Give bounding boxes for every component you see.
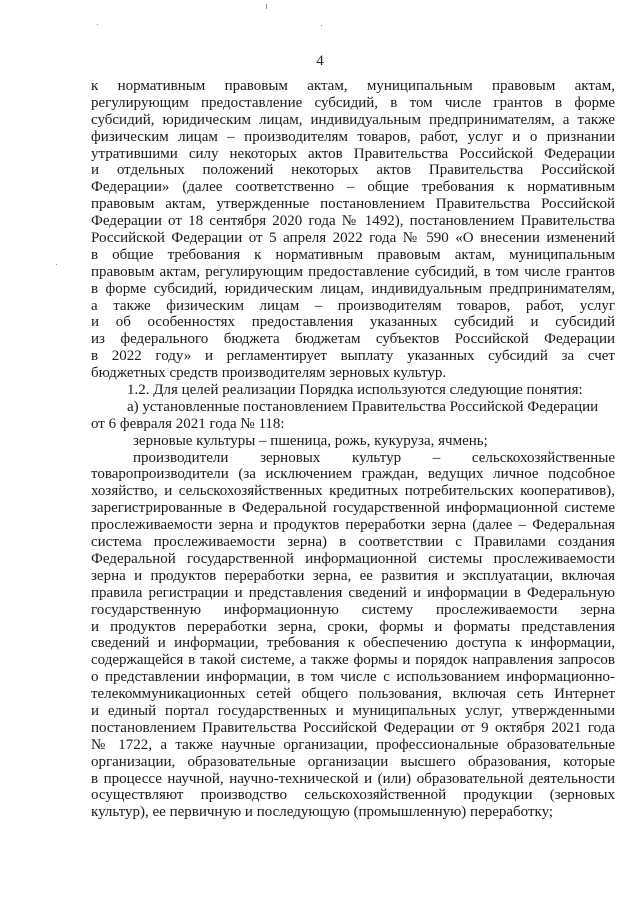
text-line: хозяйство, и сельскохозяйственных кредитных потребительских кооперативов), [91,483,615,500]
text-line: осуществляют производство сельскохозяйственной продукции (зерновых [91,787,615,804]
text-line: физическим лицам – производителям товаров, работ, услуг и о признании [91,128,615,145]
text-line: к нормативным правовым актам, муниципальным правовым актам, [91,78,615,94]
text-line: и продуктов переработки зерна, сроки, формы и форматы представления [91,618,615,635]
text-line: регулирующим предоставление субсидий, в том числе грантов в форме [91,94,615,111]
text-line: а также физическим лицам – производителям товаров, работ, услуг [91,297,615,314]
text-line: из федерального бюджета бюджетам субъектов Российской Федерации [91,331,615,348]
text-line: в процессе научной, научно-технической и (или) образовательной деятельности [91,770,615,787]
text-line: в 2022 году» и регламентирует выплату указанных субсидий за счет [91,348,615,365]
scan-speck [56,264,57,265]
scan-speck [266,4,267,9]
text-line: содержащейся в такой системе, а также формы и порядок направления запросов [91,652,615,669]
text-line: Российской Федерации от 5 апреля 2022 года № 590 «О внесении изменений [91,230,615,247]
text-line: прослеживаемости зерна и продуктов переработки зерна (далее – Федеральная [91,517,615,534]
text-line: и единый портал государственных и муниципальных услуг, утвержденными [91,702,615,719]
text-line: зерна и продуктов переработки зерна, ее развития и эксплуатации, включая [91,567,615,584]
text-line: бюджетных средств производителям зерновых культур. [91,365,447,382]
text-line: сведений и информации, требования к обеспечению доступа к информации, [91,635,615,652]
text-line: Федерации» (далее соответственно – общие требования к нормативным [91,179,615,196]
text-line: система прослеживаемости зерна) в соответствии с Правилами создания [91,534,615,551]
text-line: о представлении информации, в том числе с использованием информационно- [91,669,615,686]
text-line: правовым актам, регулирующим предоставление субсидий, в том числе грантов [91,263,615,280]
text-line: Федеральной государственной информационной системы прослеживаемости [91,550,615,567]
body-text [91,78,615,821]
text-line: культур), ее первичную и последующую (промышленную) переработку; [91,804,554,821]
text-line: организации, образовательные организации высшего образования, которые [91,753,615,770]
page-number: 4 [316,53,324,69]
text-line: в форме субсидий, юридическим лицам, индивидуальным предпринимателям, [91,280,615,297]
text-line: государственную информационную систему прослеживаемости зерна [91,601,615,618]
scan-speck [97,24,98,25]
text-line: субсидий, юридическим лицам, индивидуальным предпринимателям, а также [91,111,615,128]
text-line: утратившими силу некоторых актов Правительства Российской Федерации [91,145,615,162]
text-line: а) установленные постановлением Правительства Российской Федерации [127,398,599,415]
text-line: правила регистрации и представления сведений и информации в Федеральную [91,584,615,601]
text-line: и отдельных положений некоторых актов Правительства Российской [91,162,615,179]
text-line: телекоммуникационных сетей общего пользования, включая сеть Интернет [91,686,615,703]
text-line: от 6 февраля 2021 года № 118: [91,415,285,432]
text-line: и об особенностях предоставления указанных субсидий и субсидий [91,314,615,331]
text-line: Федерации от 18 сентября 2020 года № 1492), постановлением Правительства [91,213,615,230]
text-line: № 1722, а также научные организации, профессиональные образовательные [91,736,615,753]
text-line: производители зерновых культур – сельскохозяйственные [133,449,615,466]
text-line: постановлением Правительства Российской Федерации от 9 октября 2021 года [91,719,615,736]
scan-speck [321,25,322,26]
text-line: зарегистрированные в Федеральной государственной информационной системе [91,500,615,517]
text-line: правовым актам, утвержденные постановлением Правительства Российской [91,196,615,213]
text-line: 1.2. Для целей реализации Порядка используются следующие понятия: [127,382,583,399]
text-line: в общие требования к нормативным правовым актам, муниципальным [91,246,615,263]
text-line: зерновые культуры – пшеница, рожь, кукуруза, ячмень; [133,432,488,449]
text-line: товаропроизводители (за исключением граждан, ведущих личное подсобное [91,466,615,483]
